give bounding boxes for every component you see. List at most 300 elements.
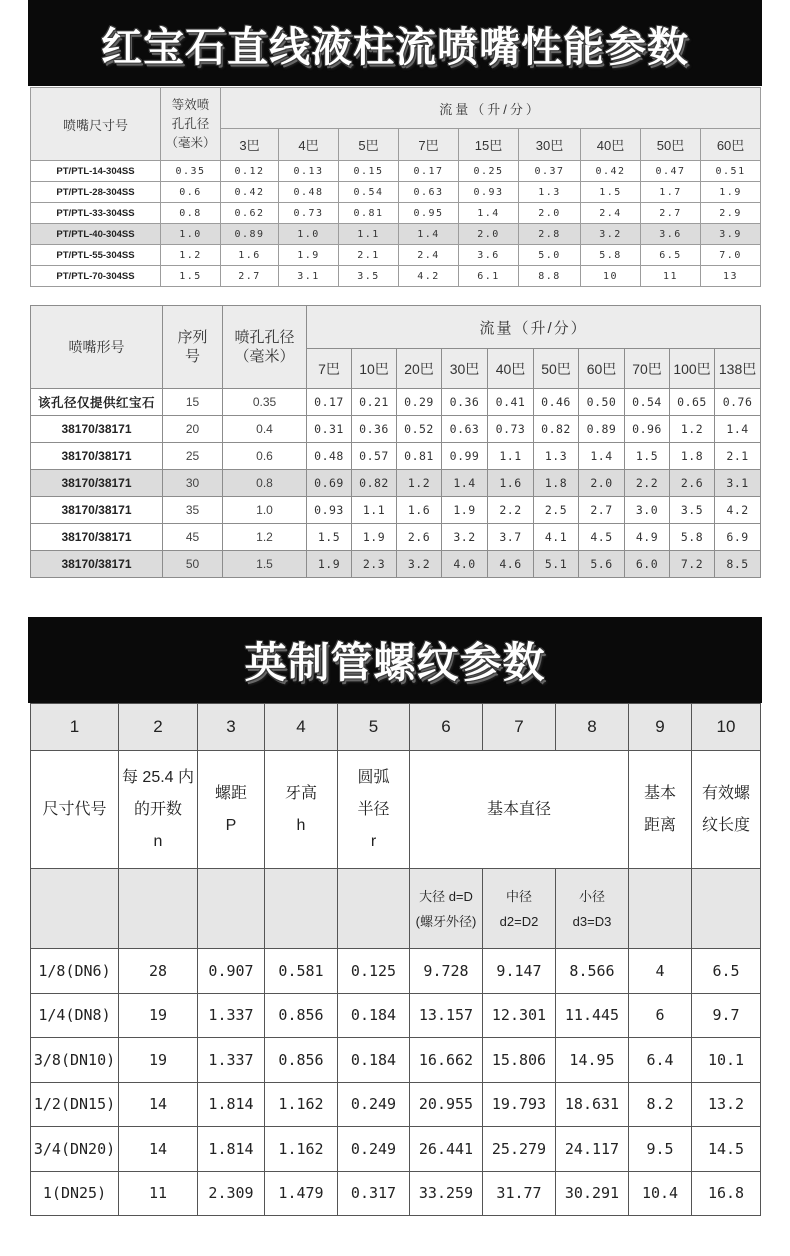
column-number: 8 [556, 704, 629, 751]
value-cell: 11 [119, 1171, 198, 1216]
pitch-header [198, 751, 265, 869]
flow-cell: 1.3 [519, 182, 581, 203]
value-cell: 1.337 [198, 1038, 265, 1083]
flow-cell: 1.5 [581, 182, 641, 203]
flow-cell: 0.73 [488, 416, 534, 443]
flow-cell: 2.0 [459, 224, 519, 245]
flow-cell: 0.17 [307, 389, 352, 416]
orifice-cell: 1.0 [223, 497, 307, 524]
flow-cell: 3.2 [581, 224, 641, 245]
flow-cell: 0.31 [307, 416, 352, 443]
value-cell: 10.1 [692, 1038, 761, 1083]
header-line: h [296, 816, 306, 834]
flow-cell: 10 [581, 266, 641, 287]
nozzle-size-cell: PT/PTL-14-304SS [31, 161, 161, 182]
flow-cell: 0.48 [307, 443, 352, 470]
value-cell: 14 [119, 1127, 198, 1172]
value-cell: 0.907 [198, 949, 265, 994]
pressure-header: 70巴 [625, 349, 670, 389]
column-number: 7 [483, 704, 556, 751]
nozzle-model-cell: 38170/38171 [31, 551, 163, 578]
flow-cell: 0.95 [399, 203, 459, 224]
table-row [31, 182, 761, 203]
flow-cell: 3.9 [701, 224, 761, 245]
flow-cell: 3.5 [339, 266, 399, 287]
empty-cell [119, 869, 198, 949]
flow-cell: 2.9 [701, 203, 761, 224]
flow-cell: 1.4 [442, 470, 488, 497]
value-cell: 0.317 [338, 1171, 410, 1216]
flow-cell: 0.42 [581, 161, 641, 182]
flow-cell: 1.4 [459, 203, 519, 224]
flow-cell: 0.96 [625, 416, 670, 443]
flow-cell: 5.0 [519, 245, 581, 266]
value-cell: 14.95 [556, 1038, 629, 1083]
flow-cell: 8.5 [715, 551, 761, 578]
value-cell: 6.5 [692, 949, 761, 994]
flow-cell: 2.6 [397, 524, 442, 551]
flow-cell: 0.76 [715, 389, 761, 416]
flow-cell: 1.1 [352, 497, 397, 524]
flow-cell: 0.50 [579, 389, 625, 416]
flow-cell: 8.8 [519, 266, 581, 287]
header-line: 中径 [505, 888, 532, 904]
flow-cell: 1.6 [397, 497, 442, 524]
serial-cell: 25 [163, 443, 223, 470]
flow-cell: 2.3 [352, 551, 397, 578]
flow-cell: 1.9 [701, 182, 761, 203]
header-line: 半径 [357, 800, 390, 818]
pressure-header: 40巴 [581, 129, 641, 161]
pressure-header: 30巴 [519, 129, 581, 161]
size-code-cell: 3/4(DN20) [31, 1127, 119, 1172]
flow-cell: 1.2 [397, 470, 442, 497]
orifice-diameter-header [223, 306, 307, 389]
basic-diameter-header [410, 751, 629, 869]
pipe-thread-table [30, 703, 761, 1216]
empty-cell [31, 869, 119, 949]
nozzle-size-cell: PT/PTL-70-304SS [31, 266, 161, 287]
value-cell: 14.5 [692, 1127, 761, 1172]
value-cell: 0.249 [338, 1082, 410, 1127]
value-cell: 16.8 [692, 1171, 761, 1216]
flow-cell: 2.6 [670, 470, 715, 497]
header-row [31, 306, 761, 349]
header-line: r [370, 832, 377, 850]
orifice-cell: 0.4 [223, 416, 307, 443]
flow-cell: 1.9 [442, 497, 488, 524]
pressure-header: 5巴 [339, 129, 399, 161]
flow-cell: 0.93 [459, 182, 519, 203]
minor-diameter-header [556, 869, 629, 949]
table-header [31, 704, 761, 949]
orifice-cell: 1.5 [223, 551, 307, 578]
column-number: 6 [410, 704, 483, 751]
header-line: 每 25.4 内 [121, 768, 195, 786]
nozzle-performance-banner [28, 0, 762, 86]
table-row [31, 1171, 761, 1216]
table-row [31, 416, 761, 443]
banner-title: 英制管螺纹参数 [244, 638, 546, 687]
header-line: 基本直径 [486, 800, 551, 818]
banner-title: 红宝石直线液柱流喷嘴性能参数 [101, 22, 689, 71]
pitch-diameter-header [483, 869, 556, 949]
pressure-header: 7巴 [399, 129, 459, 161]
value-cell: 0.184 [338, 1038, 410, 1083]
serial-cell: 30 [163, 470, 223, 497]
flow-cell: 7.2 [670, 551, 715, 578]
effective-thread-length-header [692, 751, 761, 869]
column-number: 3 [198, 704, 265, 751]
value-cell: 18.631 [556, 1082, 629, 1127]
table-row [31, 1038, 761, 1083]
flow-cell: 11 [641, 266, 701, 287]
flow-cell: 1.6 [221, 245, 279, 266]
header-line: 圆弧 [357, 768, 390, 786]
flow-cell: 2.4 [399, 245, 459, 266]
flow-cell: 0.17 [399, 161, 459, 182]
flow-cell: 1.0 [279, 224, 339, 245]
flow-cell: 1.4 [579, 443, 625, 470]
flow-cell: 0.82 [534, 416, 579, 443]
table-row [31, 470, 761, 497]
arc-radius-header [338, 751, 410, 869]
value-cell: 1.814 [198, 1082, 265, 1127]
flow-cell: 0.63 [442, 416, 488, 443]
flow-cell: 0.82 [352, 470, 397, 497]
serial-cell: 15 [163, 389, 223, 416]
flow-cell: 2.1 [339, 245, 399, 266]
flow-cell: 0.25 [459, 161, 519, 182]
empty-cell [198, 869, 265, 949]
flow-cell: 2.7 [641, 203, 701, 224]
flow-cell: 1.7 [641, 182, 701, 203]
flow-cell: 0.51 [701, 161, 761, 182]
flow-cell: 4.1 [534, 524, 579, 551]
empty-cell [629, 869, 692, 949]
nozzle-model-header: 喷嘴形号 [31, 306, 163, 389]
header-line: 喷孔孔径 [234, 329, 295, 346]
flow-cell: 0.81 [397, 443, 442, 470]
value-cell: 1.479 [265, 1171, 338, 1216]
flow-cell: 2.7 [221, 266, 279, 287]
flow-cell: 0.36 [442, 389, 488, 416]
table-header [31, 306, 761, 389]
header-line: 有效螺 [701, 784, 750, 802]
basic-distance-header [629, 751, 692, 869]
flow-rate-header: 流量（升/分） [307, 306, 761, 349]
value-cell: 9.7 [692, 993, 761, 1038]
flow-cell: 0.69 [307, 470, 352, 497]
flow-cell: 0.81 [339, 203, 399, 224]
value-cell: 33.259 [410, 1171, 483, 1216]
flow-cell: 2.7 [579, 497, 625, 524]
header-line: 序列 [177, 329, 208, 346]
flow-cell: 3.6 [641, 224, 701, 245]
orifice-diameter-header [161, 88, 221, 161]
nozzle-model-cell: 该孔径仅提供红宝石 [31, 389, 163, 416]
value-cell: 2.309 [198, 1171, 265, 1216]
size-code-cell: 3/8(DN10) [31, 1038, 119, 1083]
flow-cell: 3.6 [459, 245, 519, 266]
pressure-header: 60巴 [701, 129, 761, 161]
value-cell: 6 [629, 993, 692, 1038]
flow-cell: 1.9 [279, 245, 339, 266]
threads-per-inch-header [119, 751, 198, 869]
major-diameter-header [410, 869, 483, 949]
orifice-cell: 1.2 [161, 245, 221, 266]
nozzle-model-cell: 38170/38171 [31, 416, 163, 443]
orifice-cell: 0.8 [223, 470, 307, 497]
nozzle-model-cell: 38170/38171 [31, 443, 163, 470]
flow-cell: 0.62 [221, 203, 279, 224]
flow-cell: 1.4 [399, 224, 459, 245]
table-body [31, 949, 761, 1216]
flow-cell: 1.5 [307, 524, 352, 551]
flow-cell: 1.6 [488, 470, 534, 497]
flow-cell: 2.1 [715, 443, 761, 470]
flow-cell: 1.8 [670, 443, 715, 470]
pressure-header: 4巴 [279, 129, 339, 161]
flow-cell: 7.0 [701, 245, 761, 266]
flow-cell: 0.48 [279, 182, 339, 203]
flow-cell: 2.8 [519, 224, 581, 245]
flow-cell: 0.13 [279, 161, 339, 182]
table-header [31, 88, 761, 161]
column-number-row [31, 704, 761, 751]
flow-cell: 0.93 [307, 497, 352, 524]
pressure-header: 30巴 [442, 349, 488, 389]
value-cell: 0.125 [338, 949, 410, 994]
flow-cell: 6.9 [715, 524, 761, 551]
nozzle-model-cell: 38170/38171 [31, 497, 163, 524]
value-cell: 4 [629, 949, 692, 994]
table-row [31, 245, 761, 266]
orifice-cell: 0.6 [223, 443, 307, 470]
flow-cell: 1.4 [715, 416, 761, 443]
value-cell: 30.291 [556, 1171, 629, 1216]
empty-cell [265, 869, 338, 949]
flow-cell: 1.1 [488, 443, 534, 470]
header-line: P [225, 816, 237, 834]
pressure-header: 138巴 [715, 349, 761, 389]
header-line: d3=D3 [572, 913, 612, 929]
orifice-cell: 0.35 [223, 389, 307, 416]
value-cell: 20.955 [410, 1082, 483, 1127]
flow-cell: 4.5 [579, 524, 625, 551]
value-cell: 14 [119, 1082, 198, 1127]
flow-cell: 2.2 [625, 470, 670, 497]
flow-cell: 4.0 [442, 551, 488, 578]
table-row [31, 497, 761, 524]
value-cell: 6.4 [629, 1038, 692, 1083]
nozzle-size-header: 喷嘴尺寸号 [31, 88, 161, 161]
flow-cell: 1.3 [534, 443, 579, 470]
orifice-cell: 0.8 [161, 203, 221, 224]
flow-cell: 13 [701, 266, 761, 287]
flow-cell: 0.99 [442, 443, 488, 470]
column-number: 9 [629, 704, 692, 751]
orifice-cell: 1.0 [161, 224, 221, 245]
column-number: 1 [31, 704, 119, 751]
serial-number-header [163, 306, 223, 389]
flow-cell: 1.1 [339, 224, 399, 245]
value-cell: 10.4 [629, 1171, 692, 1216]
table-row [31, 524, 761, 551]
value-cell: 19 [119, 993, 198, 1038]
header-line: 距离 [643, 816, 676, 834]
flow-cell: 3.2 [442, 524, 488, 551]
table-row [31, 949, 761, 994]
value-cell: 24.117 [556, 1127, 629, 1172]
flow-cell: 2.4 [581, 203, 641, 224]
pressure-header: 7巴 [307, 349, 352, 389]
flow-cell: 3.2 [397, 551, 442, 578]
table-row [31, 389, 761, 416]
flow-cell: 4.6 [488, 551, 534, 578]
table-row [31, 224, 761, 245]
flow-cell: 4.2 [715, 497, 761, 524]
value-cell: 26.441 [410, 1127, 483, 1172]
flow-cell: 0.36 [352, 416, 397, 443]
flow-cell: 5.1 [534, 551, 579, 578]
header-line: （毫米） [165, 135, 216, 150]
flow-cell: 1.8 [534, 470, 579, 497]
header-row [31, 751, 761, 869]
value-cell: 15.806 [483, 1038, 556, 1083]
flow-cell: 3.1 [279, 266, 339, 287]
pressure-header: 20巴 [397, 349, 442, 389]
column-number: 2 [119, 704, 198, 751]
flow-cell: 0.65 [670, 389, 715, 416]
nozzle-size-cell: PT/PTL-28-304SS [31, 182, 161, 203]
table-row [31, 551, 761, 578]
value-cell: 1.162 [265, 1082, 338, 1127]
header-line: 的开数 [133, 800, 182, 818]
value-cell: 11.445 [556, 993, 629, 1038]
value-cell: 13.157 [410, 993, 483, 1038]
value-cell: 8.2 [629, 1082, 692, 1127]
flow-cell: 4.2 [399, 266, 459, 287]
value-cell: 12.301 [483, 993, 556, 1038]
size-code-header [31, 751, 119, 869]
orifice-cell: 0.35 [161, 161, 221, 182]
value-cell: 28 [119, 949, 198, 994]
value-cell: 1.814 [198, 1127, 265, 1172]
nozzle-model-cell: 38170/38171 [31, 470, 163, 497]
nozzle-size-cell: PT/PTL-33-304SS [31, 203, 161, 224]
flow-cell: 5.6 [579, 551, 625, 578]
size-code-cell: 1/2(DN15) [31, 1082, 119, 1127]
flow-cell: 3.1 [715, 470, 761, 497]
serial-cell: 45 [163, 524, 223, 551]
nozzle-model-flow-table [30, 305, 761, 578]
value-cell: 0.184 [338, 993, 410, 1038]
pressure-header: 100巴 [670, 349, 715, 389]
header-line: 基本 [643, 784, 676, 802]
serial-cell: 20 [163, 416, 223, 443]
value-cell: 16.662 [410, 1038, 483, 1083]
value-cell: 9.728 [410, 949, 483, 994]
pipe-thread-banner [28, 617, 762, 703]
flow-cell: 0.47 [641, 161, 701, 182]
table-row [31, 1127, 761, 1172]
nozzle-size-cell: PT/PTL-40-304SS [31, 224, 161, 245]
header-line: (螺牙外径) [415, 913, 477, 929]
flow-cell: 1.2 [670, 416, 715, 443]
value-cell: 19.793 [483, 1082, 556, 1127]
value-cell: 19 [119, 1038, 198, 1083]
header-line: n [153, 832, 163, 850]
orifice-cell: 0.6 [161, 182, 221, 203]
flow-cell: 1.9 [352, 524, 397, 551]
header-line: 尺寸代号 [42, 800, 107, 818]
flow-rate-header: 流量（升/分） [221, 88, 761, 129]
header-line: （毫米） [234, 348, 295, 365]
flow-cell: 3.5 [670, 497, 715, 524]
column-number: 4 [265, 704, 338, 751]
flow-cell: 0.29 [397, 389, 442, 416]
pressure-header: 50巴 [641, 129, 701, 161]
flow-cell: 0.89 [579, 416, 625, 443]
pressure-header: 40巴 [488, 349, 534, 389]
value-cell: 0.856 [265, 1038, 338, 1083]
subheader-row [31, 869, 761, 949]
header-line: 纹长度 [701, 816, 750, 834]
pressure-header: 60巴 [579, 349, 625, 389]
table-row [31, 443, 761, 470]
empty-cell [338, 869, 410, 949]
value-cell: 31.77 [483, 1171, 556, 1216]
header-line: d2=D2 [499, 913, 539, 929]
flow-cell: 2.0 [579, 470, 625, 497]
table-row [31, 1082, 761, 1127]
value-cell: 9.147 [483, 949, 556, 994]
value-cell: 0.581 [265, 949, 338, 994]
flow-cell: 2.0 [519, 203, 581, 224]
flow-cell: 6.5 [641, 245, 701, 266]
flow-cell: 0.63 [399, 182, 459, 203]
header-line: 小径 [578, 888, 605, 904]
flow-cell: 5.8 [670, 524, 715, 551]
empty-cell [692, 869, 761, 949]
header-row [31, 88, 761, 129]
table-row [31, 161, 761, 182]
serial-cell: 35 [163, 497, 223, 524]
flow-cell: 0.52 [397, 416, 442, 443]
header-line: 号 [184, 348, 200, 365]
size-code-cell: 1(DN25) [31, 1171, 119, 1216]
flow-cell: 0.46 [534, 389, 579, 416]
table-body [31, 389, 761, 578]
flow-cell: 6.1 [459, 266, 519, 287]
flow-cell: 2.5 [534, 497, 579, 524]
flow-cell: 3.7 [488, 524, 534, 551]
flow-cell: 0.42 [221, 182, 279, 203]
flow-cell: 1.5 [625, 443, 670, 470]
nozzle-size-flow-table [30, 87, 761, 287]
table-row [31, 266, 761, 287]
flow-cell: 0.73 [279, 203, 339, 224]
table-row [31, 203, 761, 224]
flow-cell: 2.2 [488, 497, 534, 524]
header-line: 牙高 [284, 784, 317, 802]
header-line: 等效喷 [171, 97, 210, 112]
flow-cell: 0.54 [625, 389, 670, 416]
flow-cell: 0.21 [352, 389, 397, 416]
serial-cell: 50 [163, 551, 223, 578]
column-number: 5 [338, 704, 410, 751]
